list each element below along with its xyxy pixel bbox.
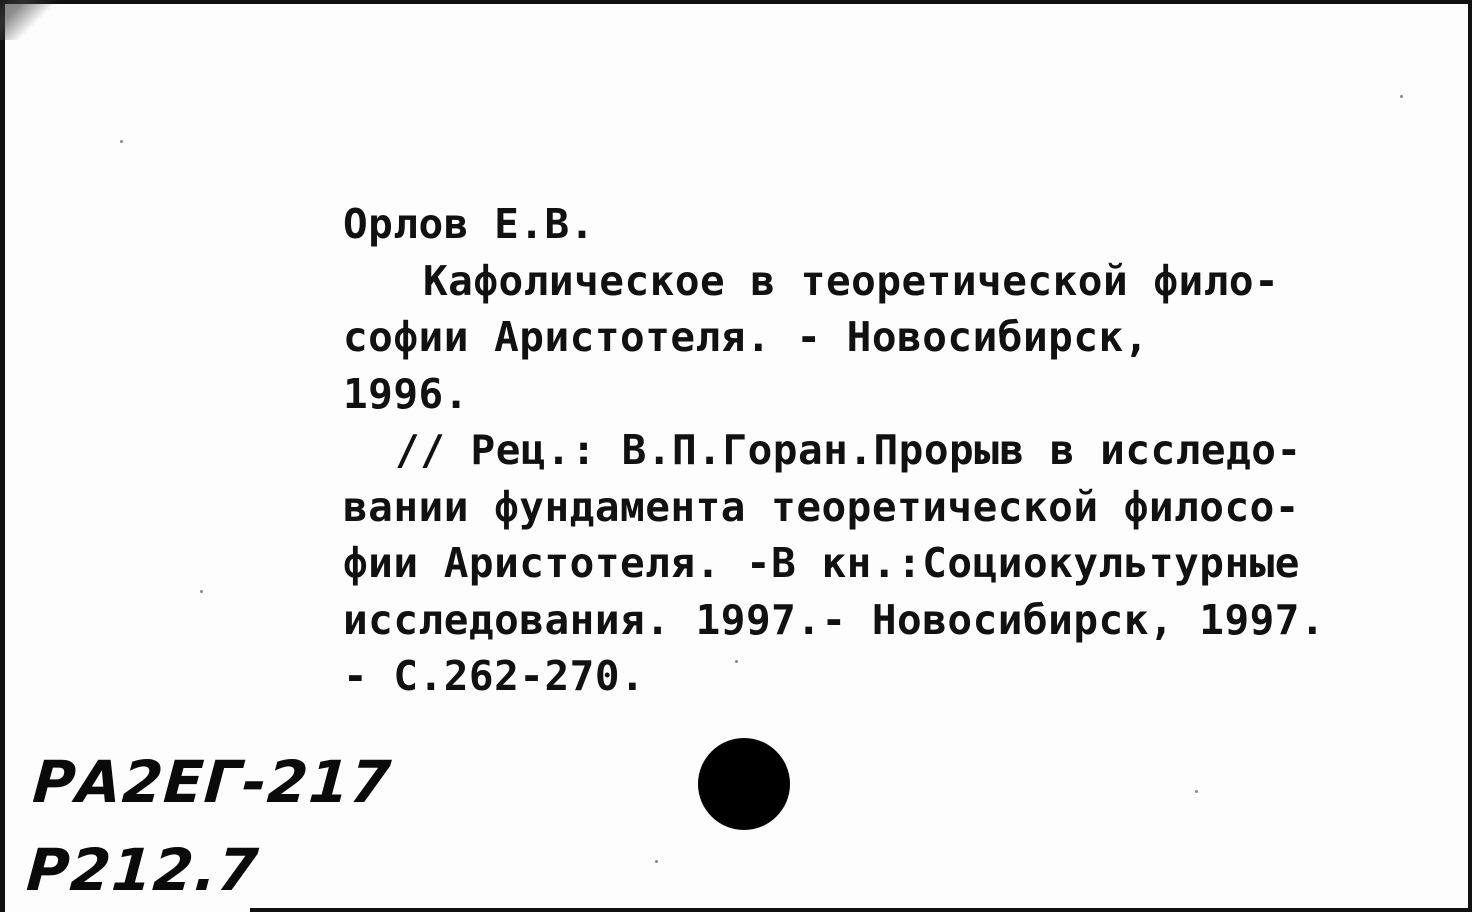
bibliographic-entry (343, 196, 1326, 705)
card-edge-bottom (250, 908, 1472, 912)
scan-speck (735, 660, 738, 663)
card-corner-shadow (0, 0, 60, 40)
publication-year: 1996. (343, 369, 469, 418)
card-edge-left (0, 0, 5, 912)
review-line: // Рец.: В.П.Горан.Прорыв в исследо- (395, 426, 1302, 474)
handwritten-shelfmarks (24, 738, 395, 912)
scan-speck (120, 140, 123, 143)
author-heading: Орлов Е.В. (343, 200, 595, 248)
scan-speck (200, 590, 203, 593)
shelfmark-primary: РА2ЕГ-217 (30, 748, 394, 816)
scan-speck (1400, 95, 1403, 98)
card-edge-right (1468, 0, 1472, 912)
title-line: Кафолическое в теоретической фило- (423, 256, 1280, 305)
title-line: софии Аристотеля. - Новосибирск, (343, 313, 1149, 361)
page-range: - С.262-270. (343, 652, 646, 700)
scan-speck (1195, 790, 1198, 793)
review-line: фии Аристотеля. -В кн.:Социокультурные (343, 539, 1300, 587)
scan-speck (655, 860, 658, 863)
review-line: исследования. 1997.- Новосибирск, 1997. (343, 595, 1326, 644)
card-edge-top (0, 0, 1472, 4)
review-line: вании фундамента теоретической филосо- (343, 482, 1300, 531)
card-punch-hole (698, 738, 790, 830)
shelfmark-secondary: Р212.7 (24, 836, 262, 904)
